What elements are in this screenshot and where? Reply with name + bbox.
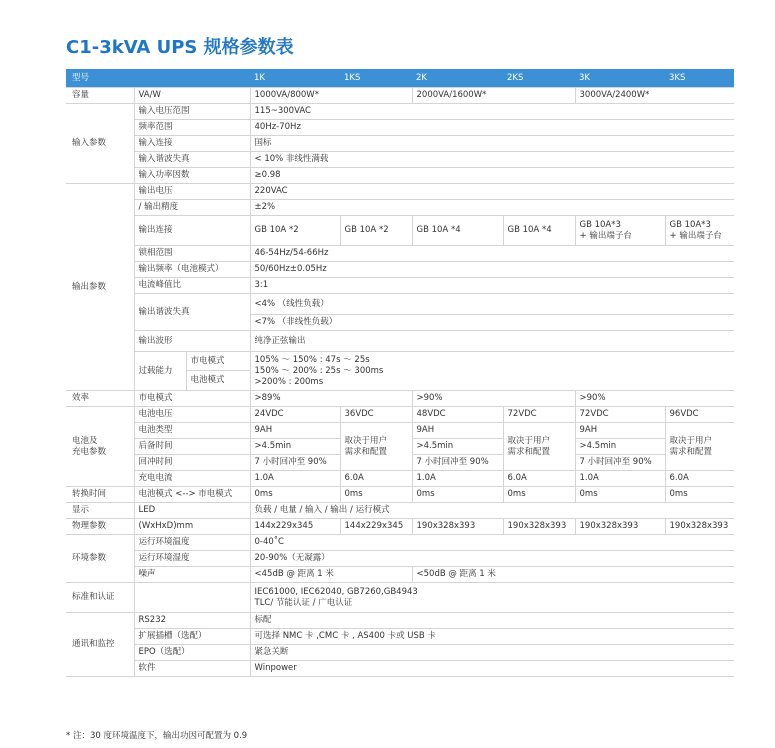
charge-current-label: 充电电流	[134, 471, 250, 487]
battery-voltage-label: 电池电压	[134, 407, 250, 423]
table-row	[66, 294, 734, 315]
transfer-mode: 电池模式 <--> 市电模式	[134, 487, 250, 503]
battery-user-config-3ks	[665, 423, 734, 471]
display-category: 显示	[66, 503, 134, 519]
battery-type-2k: 9AH	[412, 423, 503, 439]
slot-value: 可选择 NMC 卡 ,CMC 卡 , AS400 卡或 USB 卡	[250, 629, 734, 645]
user-config-line1: 取决于用户	[344, 435, 388, 446]
software-label: 软件	[134, 661, 250, 677]
table-row	[66, 262, 734, 278]
noise-2k-3k: <50dB @ 距离 1 米	[412, 567, 734, 583]
transfer-3k: 0ms	[575, 487, 665, 503]
input-pf-value: ≥0.98	[250, 168, 734, 184]
overload-mains-mode: 市电模式	[186, 352, 250, 371]
input-pf-label: 输入功率因数	[134, 168, 250, 184]
certification-value	[250, 583, 734, 613]
table-row	[66, 136, 734, 152]
efficiency-3k: >90%	[575, 391, 734, 407]
table-row	[66, 551, 734, 567]
battery-freq-value: 50/60Hz±0.05Hz	[250, 262, 734, 278]
epo-value: 紧急关断	[250, 645, 734, 661]
efficiency-category: 效率	[66, 391, 134, 407]
table-row	[66, 184, 734, 200]
table-row	[66, 104, 734, 120]
input-connection-value: 国标	[250, 136, 734, 152]
table-row	[66, 661, 734, 677]
battery-voltage-1ks: 36VDC	[340, 407, 412, 423]
output-connection-3ks-line2: + 输出端子台	[669, 230, 722, 241]
efficiency-2k: >90%	[412, 391, 575, 407]
table-row	[66, 423, 734, 439]
backup-time-3k: >4.5min	[575, 439, 665, 455]
input-thd-value: < 10% 非线性满载	[250, 152, 734, 168]
capacity-2k: 2000VA/1600W*	[412, 88, 575, 104]
output-accuracy-value: ±2%	[250, 200, 734, 216]
overload-line-2: 150% ～ 200% : 25s ～ 300ms	[254, 365, 384, 376]
display-led: LED	[134, 503, 250, 519]
output-connection-1k: GB 10A *2	[250, 216, 340, 246]
temp-label: 运行环境温度	[134, 535, 250, 551]
table-row	[66, 152, 734, 168]
output-thd-label: 输出谐波失真	[134, 294, 250, 331]
header-3ks: 3KS	[665, 69, 734, 88]
physical-1k: 144x229x345	[250, 519, 340, 535]
header-2k: 2K	[412, 69, 503, 88]
battery-user-config-1ks	[340, 423, 412, 471]
humidity-value: 20-90%（无凝露）	[250, 551, 734, 567]
table-row	[66, 519, 734, 535]
output-thd-nonlinear: <7% （非线性负载）	[250, 315, 734, 331]
physical-category: 物理参数	[66, 519, 134, 535]
charge-current-3k: 1.0A	[575, 471, 665, 487]
battery-category-line1: 电池及	[72, 435, 98, 446]
transfer-1k: 0ms	[250, 487, 340, 503]
slot-label: 扩展插槽（选配）	[134, 629, 250, 645]
overload-line-1: 105% ～ 150% : 47s ～ 25s	[254, 354, 370, 365]
table-row	[66, 278, 734, 294]
battery-voltage-2k: 48VDC	[412, 407, 503, 423]
user-config-line1: 取决于用户	[507, 435, 551, 446]
noise-label: 噪声	[134, 567, 250, 583]
user-config-line2: 需求和配置	[344, 446, 388, 457]
header-3k: 3K	[575, 69, 665, 88]
overload-battery-mode: 电池模式	[186, 371, 250, 391]
recharge-time-2k: 7 小时回冲至 90%	[412, 455, 503, 471]
certification-line1: IEC61000, IEC62040, GB7260,GB4943	[254, 586, 418, 597]
output-connection-3ks	[665, 216, 734, 246]
display-value: 负载 / 电量 / 输入 / 输出 / 运行模式	[250, 503, 734, 519]
battery-type-1k: 9AH	[250, 423, 340, 439]
charge-current-1k: 1.0A	[250, 471, 340, 487]
output-connection-3ks-line1: GB 10A*3	[669, 219, 711, 230]
header-2ks: 2KS	[503, 69, 575, 88]
certification-category: 标准和认证	[66, 583, 134, 613]
output-connection-3k-line1: GB 10A*3	[579, 219, 621, 230]
recharge-time-3k: 7 小时回冲至 90%	[575, 455, 665, 471]
transfer-1ks: 0ms	[340, 487, 412, 503]
physical-1ks: 144x229x345	[340, 519, 412, 535]
recharge-time-1k: 7 小时回冲至 90%	[250, 455, 340, 471]
table-row	[66, 629, 734, 645]
table-row	[66, 535, 734, 551]
battery-type-label: 电池类型	[134, 423, 250, 439]
table-row	[66, 487, 734, 503]
input-voltage-value: 115~300VAC	[250, 104, 734, 120]
output-connection-2k: GB 10A *4	[412, 216, 503, 246]
physical-2k: 190x328x393	[412, 519, 503, 535]
overload-line-3: >200% : 200ms	[254, 376, 324, 387]
output-category: 输出参数	[66, 184, 134, 391]
capacity-3k: 3000VA/2400W*	[575, 88, 734, 104]
battery-voltage-1k: 24VDC	[250, 407, 340, 423]
table-row	[66, 407, 734, 423]
output-connection-3k-line2: + 输出端子台	[579, 230, 632, 241]
comms-category: 通讯和监控	[66, 613, 134, 677]
transfer-category: 转换时间	[66, 487, 134, 503]
software-value: Winpower	[250, 661, 734, 677]
output-accuracy-label: / 输出精度	[134, 200, 250, 216]
recharge-time-label: 回冲时间	[134, 455, 250, 471]
capacity-1k: 1000VA/800W*	[250, 88, 412, 104]
efficiency-mode: 市电模式	[134, 391, 250, 407]
input-voltage-label: 输入电压范围	[134, 104, 250, 120]
spec-table	[66, 69, 734, 677]
header-1ks: 1KS	[340, 69, 412, 88]
table-row	[66, 471, 734, 487]
table-row	[66, 583, 734, 613]
certification-blank	[134, 583, 250, 613]
rs232-label: RS232	[134, 613, 250, 629]
table-row	[66, 352, 734, 371]
freq-range-label: 频率范围	[134, 120, 250, 136]
rs232-value: 标配	[250, 613, 734, 629]
header-1k: 1K	[250, 69, 340, 88]
table-row	[66, 645, 734, 661]
user-config-line2: 需求和配置	[669, 446, 713, 457]
charge-current-1ks: 6.0A	[340, 471, 412, 487]
table-row	[66, 503, 734, 519]
charge-current-3ks: 6.0A	[665, 471, 734, 487]
phase-lock-value: 46-54Hz/54-66Hz	[250, 246, 734, 262]
battery-voltage-3ks: 96VDC	[665, 407, 734, 423]
table-row	[66, 88, 734, 104]
temp-value: 0-40˚C	[250, 535, 734, 551]
charge-current-2ks: 6.0A	[503, 471, 575, 487]
battery-category-line2: 充电参数	[72, 446, 107, 457]
battery-voltage-2ks: 72VDC	[503, 407, 575, 423]
output-voltage-label: 输出电压	[134, 184, 250, 200]
transfer-2k: 0ms	[412, 487, 503, 503]
certification-line2: TLC/ 节能认证 / 广电认证	[254, 597, 353, 608]
table-row	[66, 567, 734, 583]
input-category: 输入参数	[66, 104, 134, 184]
table-row	[66, 200, 734, 216]
transfer-2ks: 0ms	[503, 487, 575, 503]
phase-lock-label: 锁相范围	[134, 246, 250, 262]
table-row	[66, 216, 734, 246]
waveform-value: 纯净正弦输出	[250, 331, 734, 352]
epo-label: EPO（选配）	[134, 645, 250, 661]
noise-1k: <45dB @ 距离 1 米	[250, 567, 412, 583]
table-row	[66, 168, 734, 184]
battery-category	[66, 407, 134, 487]
table-row	[66, 613, 734, 629]
crest-value: 3:1	[250, 278, 734, 294]
backup-time-label: 后备时间	[134, 439, 250, 455]
humidity-label: 运行环境湿度	[134, 551, 250, 567]
freq-range-value: 40Hz-70Hz	[250, 120, 734, 136]
input-thd-label: 输入谐波失真	[134, 152, 250, 168]
capacity-category: 容量	[66, 88, 134, 104]
efficiency-1k: >89%	[250, 391, 412, 407]
backup-time-1k: >4.5min	[250, 439, 340, 455]
output-connection-3k	[575, 216, 665, 246]
page-title: C1-3kVA UPS 规格参数表	[66, 37, 294, 58]
physical-unit: (WxHxD)mm	[134, 519, 250, 535]
battery-type-3k: 9AH	[575, 423, 665, 439]
user-config-line2: 需求和配置	[507, 446, 551, 457]
overload-label: 过载能力	[134, 352, 186, 391]
environment-category: 环境参数	[66, 535, 134, 583]
battery-freq-label: 输出频率（电池模式）	[134, 262, 250, 278]
table-row	[66, 331, 734, 352]
waveform-label: 输出波形	[134, 331, 250, 352]
battery-user-config-2ks	[503, 423, 575, 471]
charge-current-2k: 1.0A	[412, 471, 503, 487]
output-connection-label: 输出连接	[134, 216, 250, 246]
header-model: 型号	[66, 69, 250, 88]
table-row	[66, 391, 734, 407]
footnote: * 注：30 度环境温度下，输出功因可配置为 0.9	[66, 731, 248, 741]
output-thd-linear: <4% （线性负载）	[250, 294, 734, 315]
backup-time-2k: >4.5min	[412, 439, 503, 455]
table-row	[66, 246, 734, 262]
transfer-3ks: 0ms	[665, 487, 734, 503]
output-connection-1ks: GB 10A *2	[340, 216, 412, 246]
output-voltage-value: 220VAC	[250, 184, 734, 200]
physical-3k: 190x328x393	[575, 519, 665, 535]
physical-2ks: 190x328x393	[503, 519, 575, 535]
battery-voltage-3k: 72VDC	[575, 407, 665, 423]
output-connection-2ks: GB 10A *4	[503, 216, 575, 246]
capacity-unit: VA/W	[134, 88, 250, 104]
table-row	[66, 120, 734, 136]
table-header-row	[66, 69, 734, 88]
user-config-line1: 取决于用户	[669, 435, 713, 446]
physical-3ks: 190x328x393	[665, 519, 734, 535]
input-connection-label: 输入连接	[134, 136, 250, 152]
crest-label: 电流峰值比	[134, 278, 250, 294]
overload-values	[250, 352, 734, 391]
